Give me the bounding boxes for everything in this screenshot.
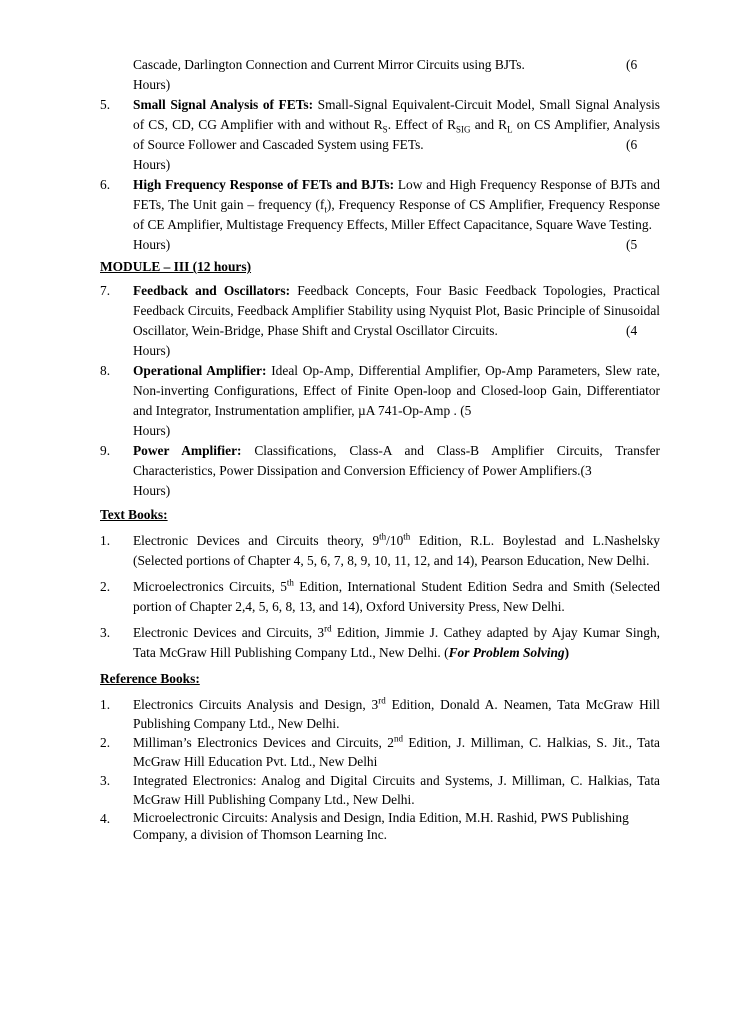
emphasis-text: For Problem Solving: [448, 645, 565, 660]
syllabus-item-8: 8. Operational Amplifier: Ideal Op-Amp, Differential Amplifier, Op-Amp Parameters, Slew rate, Non-inverting Configurations, Effect of Finite Open-loop and Closed-loop Gain, Differentiator and Integrator, Instrumentation amplifier, µA 741-Op-Amp . (5 Hours): [100, 361, 660, 441]
reference-1: 1. Electronics Circuits Analysis and Design, 3rd Edition, Donald A. Neamen, Tata McGraw Hill Publishing Company Ltd., New Delhi.: [100, 695, 661, 731]
item-hours-unit: Hours): [133, 343, 171, 358]
item-hours: (6: [626, 137, 638, 152]
book-number: 1.: [100, 533, 111, 548]
item-title: Operational Amplifier:: [133, 363, 267, 378]
syllabus-item-6: 6. High Frequency Response of FETs and BJTs: Low and High Frequency Response of BJTs and FETs, The Unit gain – frequency $(f_t)$, Frequency Response of CS Amplifier, Frequency Response of CE Amplifier, Multistage Frequency Effects, Miller Effect Capacitance, Square Wave Testing. (5 Hours): [100, 175, 660, 255]
textbooks-heading: Text Books:: [100, 507, 168, 522]
reference-4: 4. Microelectronic Circuits: Analysis and Design, India Edition, M.H. Rashid, PWS Publishing Company, a division of Thomson Learning Inc.: [100, 810, 629, 842]
textbook-1: 1. Electronic Devices and Circuits theory, 9th/10th Edition, R.L. Boylestad and L.Nashelsky (Selected portions of Chapter 4, 5, 6, 7, 8, 9, 10, 11, 12, and 14), Pearson Education, New Delhi.: [100, 531, 660, 571]
item-number: 8.: [100, 363, 111, 378]
references-heading: Reference Books:: [100, 671, 200, 686]
book-number: 2.: [100, 579, 111, 594]
item-number: 9.: [100, 443, 111, 458]
textbook-2: 2. Microelectronics Circuits, 5th Edition, International Student Edition Sedra and Smith (Selected portion of Chapter 2,4, 5, 6, 8, 13, and 14), Oxford University Press, New Delhi.: [100, 577, 660, 617]
reference-2: 2. Milliman’s Electronics Devices and Circuits, 2nd Edition, J. Milliman, C. Halkias, S. Jit., Tata McGraw Hill Education Pvt. Ltd., New Delhi: [100, 733, 660, 769]
item-hours-unit: Hours): [133, 237, 171, 252]
module-heading: MODULE – III (12 hours): [100, 259, 252, 274]
item-number: 7.: [100, 283, 111, 298]
item-hours-unit: Hours): [133, 423, 171, 438]
item-hours-unit: Hours): [133, 483, 171, 498]
syllabus-page: [100, 55, 660, 843]
book-number: 3.: [100, 625, 111, 640]
item-hours: (4: [626, 323, 638, 338]
syllabus-item-9: 9. Power Amplifier: Classifications, Class-A and Class-B Amplifier Circuits, Transfer Characteristics, Power Dissipation and Conversion Efficiency of Power Amplifiers.(3 Hours): [100, 441, 660, 501]
syllabus-item-5: 5. Small Signal Analysis of FETs: Small-Signal Equivalent-Circuit Model, Small Signal Analysis of CS, CD, CG Amplifier with and without $R_S$. Effect of $R_{SIG}$ and $R_L$ on CS Amplifier, Analysis of Source Follower and Cascaded System using FETs. (6 Hours): [100, 95, 660, 175]
ref-number: 4.: [100, 811, 111, 826]
ref-number: 3.: [100, 773, 111, 788]
ref-number: 1.: [100, 697, 111, 712]
item-title: Power Amplifier:: [133, 443, 242, 458]
item-number: 6.: [100, 177, 111, 192]
syllabus-item-7: 7. Feedback and Oscillators: Feedback Concepts, Four Basic Feedback Topologies, Practical Feedback Circuits, Feedback Amplifier Stability using Nyquist Plot, Basic Principle of Sinusoidal Oscillator, Wein-Bridge, Phase Shift and Crystal Oscillator Circuits. (4 Hours): [100, 281, 660, 361]
textbook-3: 3. Electronic Devices and Circuits, 3rd Edition, Jimmie J. Cathey adapted by Ajay Kumar Singh, Tata McGraw Hill Publishing Company Ltd., New Delhi. (For Problem Solving): [100, 623, 660, 663]
ref-number: 2.: [100, 735, 111, 750]
item-hours-unit: Hours): [133, 157, 171, 172]
item-4-hours-unit: Hours): [133, 77, 171, 92]
item-4-hours: (6: [626, 57, 638, 72]
item-title: Feedback and Oscillators:: [133, 283, 291, 298]
item-number: 5.: [100, 97, 111, 112]
item-title: Small Signal Analysis of FETs:: [133, 97, 314, 112]
item-title: High Frequency Response of FETs and BJTs:: [133, 177, 395, 192]
item-hours: (5: [626, 237, 638, 252]
item-4-text: Cascade, Darlington Connection and Current Mirror Circuits using BJTs.: [133, 57, 525, 72]
reference-3: 3. Integrated Electronics: Analog and Digital Circuits and Systems, J. Milliman, C. Halkias, Tata McGraw Hill Publishing Company Ltd., New Delhi.: [100, 773, 660, 807]
item-4-continuation: [100, 55, 660, 95]
